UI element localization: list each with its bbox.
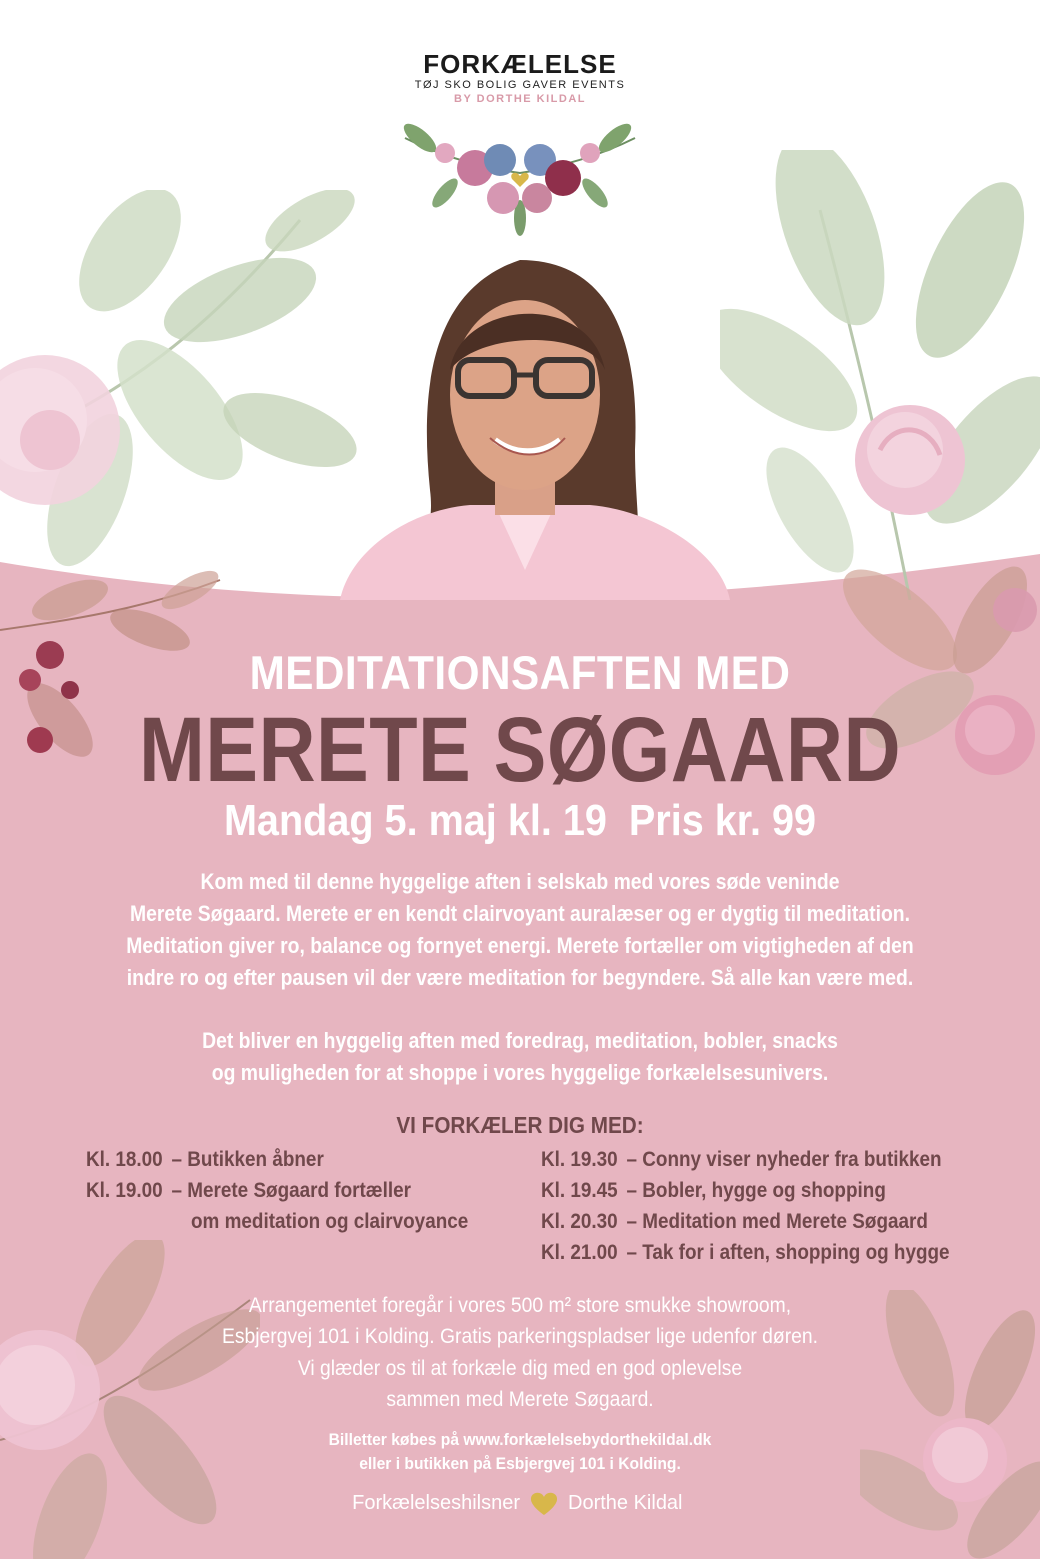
description-line: Det bliver en hyggelig aften med foredrag, meditation, bobler, snacks xyxy=(202,1028,838,1053)
description-paragraph-1 xyxy=(62,866,977,994)
description-line: og muligheden for at shoppe i vores hyggelige forkælelsesunivers. xyxy=(211,1060,829,1085)
schedule-item xyxy=(541,1210,928,1234)
description-line: indre ro og efter pausen vil der være meditation for begyndere. Så alle kan være med. xyxy=(126,965,914,990)
location-info xyxy=(42,1290,999,1352)
schedule-item xyxy=(86,1148,324,1172)
schedule-text: – Conny viser nyheder fra butikken xyxy=(626,1148,942,1171)
schedule-time: Kl. 19.00 xyxy=(86,1179,163,1202)
description-line: Merete Søgaard. Merete er en kendt clairvoyant auralæser og er dygtig til meditation. xyxy=(129,901,910,926)
schedule-text: – Butikken åbner xyxy=(171,1148,324,1171)
schedule-time: Kl. 18.00 xyxy=(86,1148,163,1171)
location-line: Arrangementet foregår i vores 500 m² store smukke showroom, xyxy=(248,1294,792,1317)
logo-by-line: BY DORTHE KILDAL xyxy=(454,93,586,105)
schedule-time: Kl. 19.30 xyxy=(541,1148,618,1171)
schedule-item xyxy=(86,1179,411,1203)
schedule-text: – Merete Søgaard fortæller xyxy=(171,1179,411,1202)
schedule-time: Kl. 19.45 xyxy=(541,1179,618,1202)
location-line: Esbjergvej 101 i Kolding. Gratis parkeringspladser lige udenfor døren. xyxy=(221,1325,819,1348)
description-paragraph-2 xyxy=(62,1025,977,1089)
schedule-time: Kl. 21.00 xyxy=(541,1241,618,1264)
schedule-item-continued xyxy=(191,1210,468,1234)
event-date-price: Mandag 5. maj kl. 19 Pris kr. 99 xyxy=(223,796,817,845)
event-pre-title: MEDITATIONSAFTEN MED xyxy=(249,646,791,699)
logo-title: FORKÆLELSE xyxy=(423,49,617,79)
logo-subtitle: TØJ SKO BOLIG GAVER EVENTS xyxy=(414,79,626,91)
welcome-line: Vi glæder os til at forkæle dig med en god oplevelse xyxy=(297,1357,743,1380)
schedule-text: – Meditation med Merete Søgaard xyxy=(626,1210,928,1233)
schedule-text: om meditation og clairvoyance xyxy=(191,1210,469,1233)
schedule-item xyxy=(541,1241,950,1265)
schedule-text: – Bobler, hygge og shopping xyxy=(626,1179,886,1202)
signoff-greeting: Forkælelseshilsner xyxy=(352,1492,520,1514)
signoff-name: Dorthe Kildal xyxy=(568,1492,683,1514)
description-line: Kom med til denne hyggelige aften i selskab med vores søde veninde xyxy=(200,869,840,894)
heart-icon xyxy=(529,1488,559,1518)
schedule-item xyxy=(541,1179,886,1203)
schedule-item xyxy=(541,1148,942,1172)
schedule-time: Kl. 20.30 xyxy=(541,1210,618,1233)
schedule-title: VI FORKÆLER DIG MED: xyxy=(396,1112,644,1138)
ticket-line-store: eller i butikken på Esbjergvej 101 i Kolding. xyxy=(359,1454,681,1473)
description-line: Meditation giver ro, balance og fornyet energi. Merete fortæller om vigtigheden af den xyxy=(126,933,914,958)
welcome-line: sammen med Merete Søgaard. xyxy=(386,1388,654,1411)
signoff xyxy=(0,1488,1040,1522)
ticket-line-website[interactable]: Billetter købes på www.forkælelsebydorthekildal.dk xyxy=(328,1430,712,1449)
welcome-message xyxy=(42,1353,999,1415)
ticket-info xyxy=(42,1428,999,1476)
event-speaker-name: MERETE SØGAARD xyxy=(138,699,902,801)
schedule-text: – Tak for i aften, shopping og hygge xyxy=(626,1241,950,1264)
